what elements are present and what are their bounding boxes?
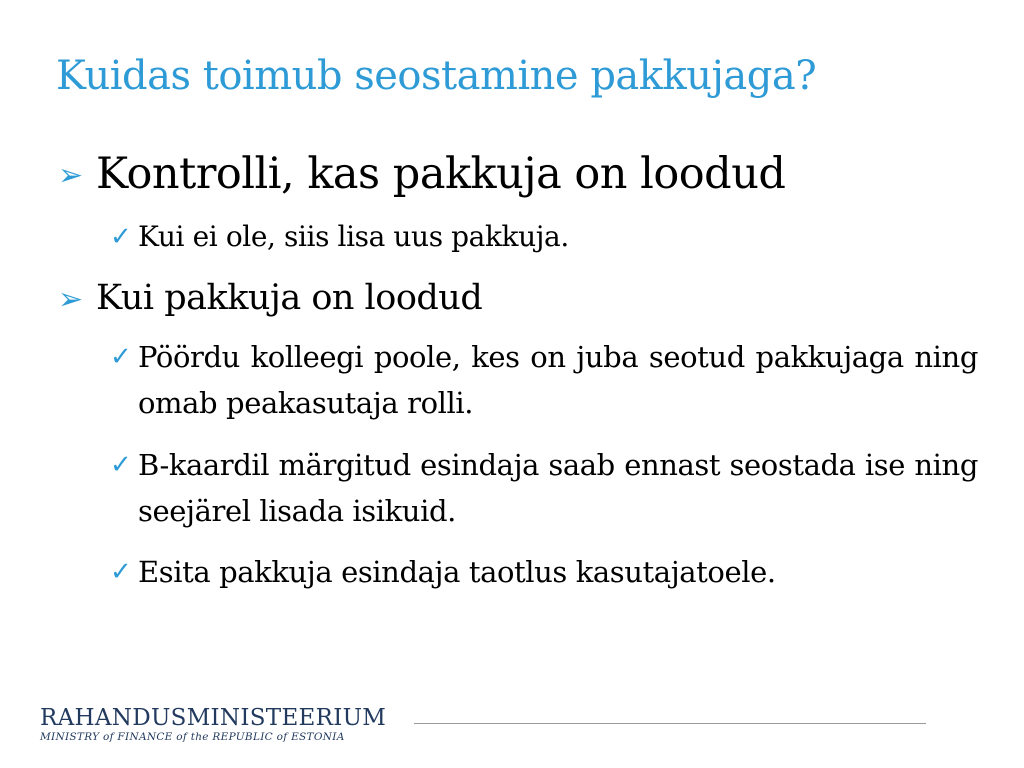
footer-divider xyxy=(414,723,926,724)
bullet-text: Esita pakkuja esindaja taotlus kasutajatoele. xyxy=(138,555,776,589)
logo-subtitle: MINISTRY of FINANCE of the REPUBLIC of ESTONIA xyxy=(40,731,345,743)
bullet-text: Kui ei ole, siis lisa uus pakkuja. xyxy=(138,220,569,253)
bullet-text: Kui pakkuja on loodud xyxy=(96,278,483,318)
checkmark-bullet-icon: ✓ xyxy=(110,342,132,372)
logo-name: RAHANDUSMINISTEERIUM xyxy=(40,705,387,731)
bullet-text: B-kaardil märgitud esindaja saab ennast seostada ise ning seejärel lisada isikuid. xyxy=(138,448,978,528)
bullet-text: Pöördu kolleegi poole, kes on juba seotud pakkujaga ning omab peakasutaja rolli. xyxy=(138,340,978,420)
ministry-logo xyxy=(40,706,386,743)
arrow-bullet-icon: ➢ xyxy=(58,158,83,193)
bullet-level2-add-supplier xyxy=(110,214,978,260)
bullet-level2-submit-application xyxy=(110,549,978,595)
checkmark-bullet-icon: ✓ xyxy=(110,222,132,252)
bullet-level2-contact-colleague xyxy=(110,334,978,426)
checkmark-bullet-icon: ✓ xyxy=(110,557,132,587)
bullet-level1-check-supplier xyxy=(58,144,978,206)
arrow-bullet-icon: ➢ xyxy=(58,282,83,317)
checkmark-bullet-icon: ✓ xyxy=(110,450,132,480)
bullet-level1-supplier-exists xyxy=(58,271,978,327)
slide-title: Kuidas toimub seostamine pakkujaga? xyxy=(56,53,817,99)
bullet-level2-b-card-representative xyxy=(110,442,978,534)
bullet-text: Kontrolli, kas pakkuja on loodud xyxy=(96,149,786,199)
